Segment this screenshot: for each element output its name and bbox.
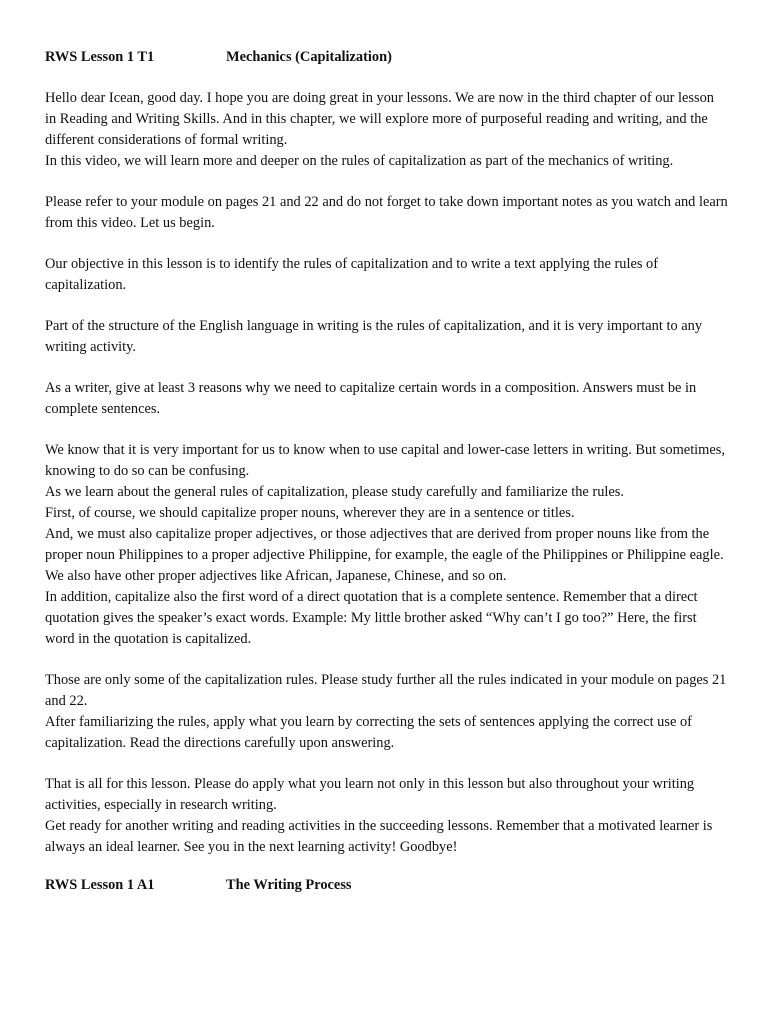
paragraph-objective (45, 254, 728, 296)
text-line: Those are only some of the capitalization rules. Please study further all the rules indicated in your module on pages 21 and 22. (45, 672, 727, 709)
text-line: First, of course, we should capitalize proper nouns, wherever they are in a sentence or titles. (45, 505, 575, 521)
lesson-code: RWS Lesson 1 A1 (45, 877, 155, 893)
text-line: In addition, capitalize also the first word of a direct quotation that is a complete sentence. Remember that a direct quotation gives the speaker’s exact words. Example: My little brother asked “Why can’t I go too?” Here, the first word in the quotation is capitalized. (45, 589, 698, 647)
text-line: After familiarizing the rules, apply what you learn by correcting the sets of sentences applying the correct use of capitalization. Read the directions carefully upon answering. (45, 714, 692, 751)
paragraph-further-study (45, 670, 728, 754)
text-line: In this video, we will learn more and deeper on the rules of capitalization as part of the mechanics of writing. (45, 153, 674, 169)
paragraph-structure (45, 316, 728, 358)
lesson-code: RWS Lesson 1 T1 (45, 49, 155, 65)
text-line: Our objective in this lesson is to identify the rules of capitalization and to write a text applying the rules of capitalization. (45, 256, 659, 293)
lesson-heading-t1 (45, 47, 728, 67)
lesson-title: Mechanics (Capitalization) (226, 49, 392, 65)
text-line: As a writer, give at least 3 reasons why we need to capitalize certain words in a composition. Answers must be in complete sentences. (45, 380, 697, 417)
text-line: We know that it is very important for us to know when to use capital and lower-case letters in writing. But sometimes, knowing to do so can be confusing. (45, 442, 725, 479)
paragraph-module-reference (45, 192, 728, 234)
text-line: That is all for this lesson. Please do apply what you learn not only in this lesson but also throughout your writing activities, especially in research writing. (45, 776, 695, 813)
lesson-title: The Writing Process (226, 877, 352, 893)
text-line: Please refer to your module on pages 21 and 22 and do not forget to take down important notes as you watch and learn from this video. Let us begin. (45, 194, 728, 231)
text-line: Get ready for another writing and reading activities in the succeeding lessons. Remember that a motivated learner is always an ideal learner. See you in the next learning activity! Goodbye! (45, 818, 713, 855)
text-line: As we learn about the general rules of capitalization, please study carefully and familiarize the rules. (45, 484, 624, 500)
text-line: Part of the structure of the English language in writing is the rules of capitalization, and it is very important to any writing activity. (45, 318, 703, 355)
paragraph-intro (45, 88, 728, 172)
paragraph-closing (45, 774, 728, 858)
paragraph-rules (45, 440, 728, 650)
lesson-heading-a1 (45, 875, 728, 895)
text-line: And, we must also capitalize proper adjectives, or those adjectives that are derived from proper nouns like from the proper noun Philippines to a proper adjective Philippine, for example, the eagle of the Philippines or Philippine eagle. We also have other proper adjectives like African, Japanese, Chinese, and so on. (45, 526, 724, 584)
text-line: Hello dear Icean, good day. I hope you are doing great in your lessons. We are now in the third chapter of our lesson in Reading and Writing Skills. And in this chapter, we will explore more of purposeful reading and writing, and the different considerations of formal writing. (45, 90, 715, 148)
paragraph-question (45, 378, 728, 420)
